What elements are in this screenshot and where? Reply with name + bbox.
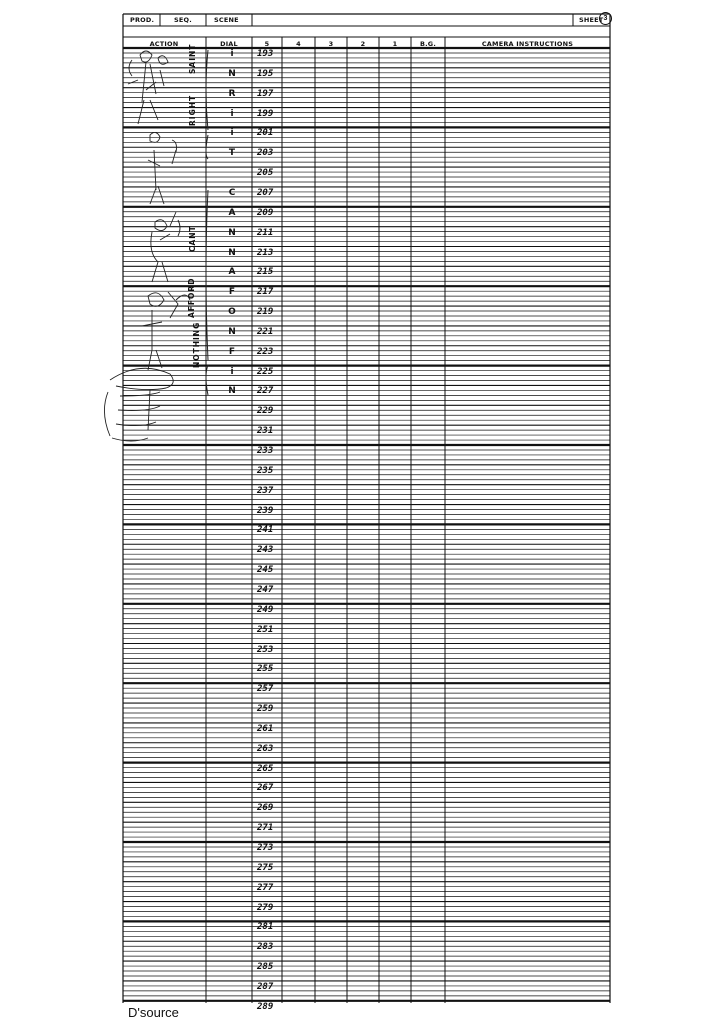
frame-number: 211 [257, 227, 274, 238]
frame-number: 249 [257, 604, 274, 615]
dial-letter: N [228, 326, 236, 337]
action-column-header: ACTION [149, 40, 179, 48]
frame-number: 239 [257, 505, 274, 516]
frame-number: 231 [257, 426, 274, 437]
column-5-header: 5 [264, 40, 270, 48]
sheet-label: SHEET [579, 16, 604, 24]
column-1-header: 1 [392, 40, 398, 48]
dial-letter: N [228, 247, 236, 258]
dial-letter: F [228, 346, 236, 357]
dial-letter: F [228, 287, 236, 298]
dial-column-header: DIAL [220, 40, 238, 48]
dial-letter: N [228, 68, 236, 79]
frame-number: 223 [257, 346, 274, 357]
frame-number: 209 [257, 207, 274, 218]
prod-label: PROD. [130, 16, 155, 24]
frame-number: 199 [257, 108, 274, 119]
frame-number: 255 [257, 664, 274, 675]
footer-source: D'source [128, 1005, 179, 1020]
dial-letter: i [230, 49, 234, 59]
frame-number: 197 [257, 88, 274, 99]
seq-label: SEQ. [174, 16, 192, 24]
frame-number: 221 [257, 326, 274, 337]
camera-instructions-header: CAMERA INSTRUCTIONS [481, 40, 574, 48]
frame-number: 195 [257, 68, 274, 79]
action-word-right: RIGHT [188, 94, 197, 126]
frame-number: 259 [257, 704, 274, 715]
frame-number: 273 [257, 843, 274, 853]
frame-number: 215 [257, 267, 274, 278]
dial-letter: A [228, 207, 236, 218]
frame-number: 225 [257, 366, 274, 377]
frame-number: 201 [257, 128, 274, 139]
frame-number: 213 [257, 247, 274, 258]
dial-letter: R [228, 88, 236, 99]
frame-number: 227 [257, 386, 274, 397]
frame-number: 241 [257, 525, 274, 536]
frame-number: 203 [257, 148, 274, 159]
column-2-header: 2 [360, 40, 366, 48]
frame-number: 237 [257, 485, 274, 496]
frame-number: 207 [257, 187, 274, 198]
frame-number: 233 [257, 446, 274, 456]
frame-number: 243 [257, 545, 274, 556]
frame-number: 269 [257, 803, 274, 814]
frame-number: 287 [257, 981, 274, 992]
frame-number: 219 [257, 307, 274, 318]
frame-number: 251 [257, 624, 274, 635]
frame-number: 261 [257, 723, 274, 734]
frame-number: 277 [257, 882, 274, 893]
frame-number: 263 [257, 743, 274, 754]
frame-number: 289 [257, 1001, 274, 1012]
frame-number: 271 [257, 823, 274, 834]
frame-number: 253 [257, 644, 274, 655]
dial-letter: C [228, 187, 236, 198]
dial-letter: i [230, 128, 234, 139]
frame-number: 279 [257, 902, 274, 913]
sheet-number: 3 [599, 12, 612, 25]
frame-number: 247 [257, 584, 274, 595]
dial-letter: i [230, 366, 234, 377]
frame-number: 267 [257, 783, 274, 794]
frame-number: 281 [257, 922, 274, 933]
frame-number: 245 [257, 565, 274, 576]
frame-number: 283 [257, 942, 274, 953]
dial-letter: O [228, 307, 236, 318]
column-3-header: 3 [328, 40, 334, 48]
frame-number: 275 [257, 862, 274, 873]
frame-number: 285 [257, 962, 274, 973]
scene-label: SCENE [214, 16, 239, 24]
frame-number: 235 [257, 465, 274, 476]
frame-number: 193 [257, 49, 274, 59]
dial-letter: A [228, 267, 236, 278]
frame-number: 205 [257, 168, 274, 179]
dial-letter: i [230, 108, 234, 119]
action-word-afford: AFFORD [187, 277, 196, 318]
action-word-nothing: NOTHING [192, 321, 201, 368]
frame-number: 265 [257, 763, 274, 774]
frame-number: 217 [257, 287, 274, 298]
dial-letter: N [228, 386, 236, 397]
frame-number: 229 [257, 406, 274, 417]
action-word-cant: CANT [188, 225, 197, 252]
dial-letter: N [228, 227, 236, 238]
dial-letter: T [228, 148, 236, 159]
column-4-header: 4 [296, 40, 301, 48]
bg-column-header: B.G. [419, 40, 437, 48]
action-word-saint: SAINT [188, 43, 197, 74]
frame-number: 257 [257, 684, 274, 695]
